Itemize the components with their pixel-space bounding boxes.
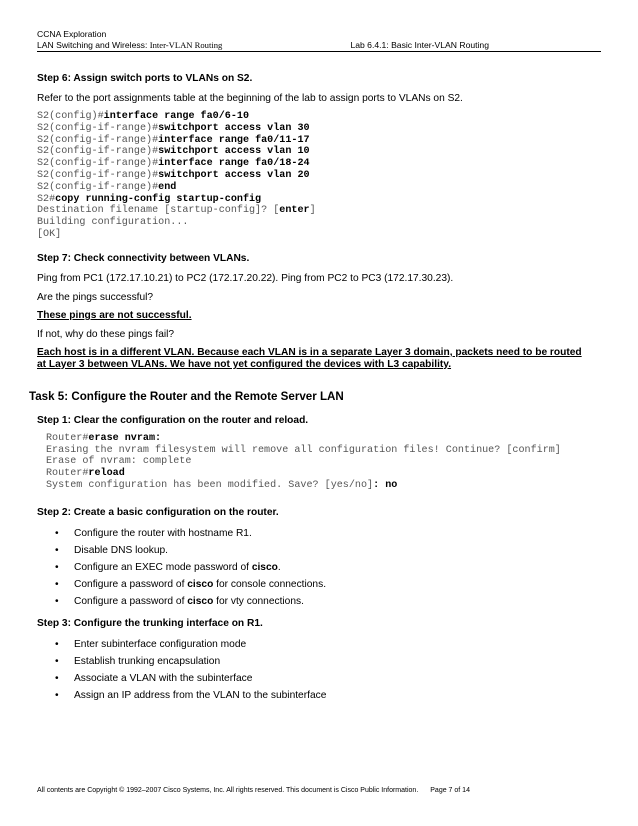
list-item: • Associate a VLAN with the subinterface [37, 672, 602, 685]
code-line: Building configuration... [37, 217, 189, 229]
header-course: CCNA Exploration [37, 29, 107, 39]
t5-step1-title: Step 1: Clear the configuration on the router and reload. [37, 414, 309, 426]
t5-step2-title: Step 2: Create a basic configuration on the router. [37, 506, 279, 518]
code-line: Router#reload [46, 468, 125, 480]
header-row [37, 40, 602, 51]
step6-code-block [37, 111, 602, 241]
list-item: • Configure a password of cisco for vty connections. [37, 595, 602, 608]
step7-title: Step 7: Check connectivity between VLANs. [37, 252, 250, 264]
code-line: S2(config-if-range)#switchport access vlan 20 [37, 169, 310, 181]
header-module [37, 40, 222, 51]
code-line: S2(config-if-range)#interface range fa0/18-24 [37, 158, 310, 170]
list-item: • Configure the router with hostname R1. [37, 527, 602, 540]
answer-2-line: Each host is in a different VLAN. Because each VLAN is in a separate Layer 3 domain, packets need to be routed [37, 346, 582, 358]
footer-copyright: All contents are Copyright © 1992–2007 Cisco Systems, Inc. All rights reserved. This document is Cisco Public Information. [37, 787, 419, 794]
t5-step1-code-block [37, 433, 602, 492]
t5-step3-title: Step 3: Configure the trunking interface on R1. [37, 617, 263, 629]
list-item: • Enter subinterface configuration mode [37, 638, 602, 651]
page-footer [37, 786, 602, 795]
task5-title: Task 5: Configure the Router and the Remote Server LAN [29, 389, 344, 403]
code-line: Destination filename [startup-config]? [enter] [37, 205, 316, 217]
question-2: If not, why do these pings fail? [37, 328, 175, 340]
code-line: S2#copy running-config startup-config [37, 193, 262, 205]
page-header [37, 29, 602, 50]
code-line: S2(config-if-range)#interface range fa0/11-17 [37, 134, 310, 146]
code-line: S2(config-if-range)#end [37, 181, 177, 193]
code-line: Erasing the nvram filesystem will remove all configuration files! Continue? [confirm] [46, 444, 561, 456]
code-line: Router#erase nvram: [46, 432, 162, 444]
code-line: S2(config-if-range)#switchport access vlan 30 [37, 122, 310, 134]
list-item: • Configure a password of cisco for console connections. [37, 578, 602, 591]
header-divider [37, 51, 601, 52]
header-lab-title: Lab 6.4.1: Basic Inter-VLAN Routing [350, 39, 489, 50]
code-line: S2(config-if-range)#switchport access vlan 10 [37, 146, 310, 158]
list-item: • Establish trunking encapsulation [37, 655, 602, 668]
step7-text: Ping from PC1 (172.17.10.21) to PC2 (172.17.20.22). Ping from PC2 to PC3 (172.17.30.23). [37, 272, 454, 284]
code-line: S2(config)#interface range fa0/6-10 [37, 111, 250, 122]
answer-1: These pings are not successful. [37, 309, 192, 321]
list-item: • Configure an EXEC mode password of cisco. [37, 561, 602, 574]
t5-step2-list [37, 527, 602, 608]
step6-title: Step 6: Assign switch ports to VLANs on S2. [37, 73, 253, 84]
answer-2 [37, 347, 602, 371]
step6-text: Refer to the port assignments table at the beginning of the lab to assign ports to VLANs on S2. [37, 93, 463, 104]
code-line: Erase of nvram: complete [46, 456, 192, 468]
code-line: [OK] [37, 228, 62, 240]
list-item: • Disable DNS lookup. [37, 544, 602, 557]
code-line: System configuration has been modified. Save? [yes/no]: no [46, 479, 398, 491]
header-module-name: LAN Switching and Wireless: [37, 39, 150, 50]
answer-2-line: at Layer 3 between VLANs. We have not yet configured the devices with L3 capability. [37, 358, 452, 370]
header-chapter: Inter-VLAN Routing [149, 39, 223, 50]
page-content [29, 72, 602, 706]
question-1: Are the pings successful? [37, 291, 154, 303]
t5-step3-list [37, 638, 602, 702]
list-item: • Assign an IP address from the VLAN to the subinterface [37, 689, 602, 702]
footer-page-number: Page 7 of 14 [430, 787, 470, 794]
